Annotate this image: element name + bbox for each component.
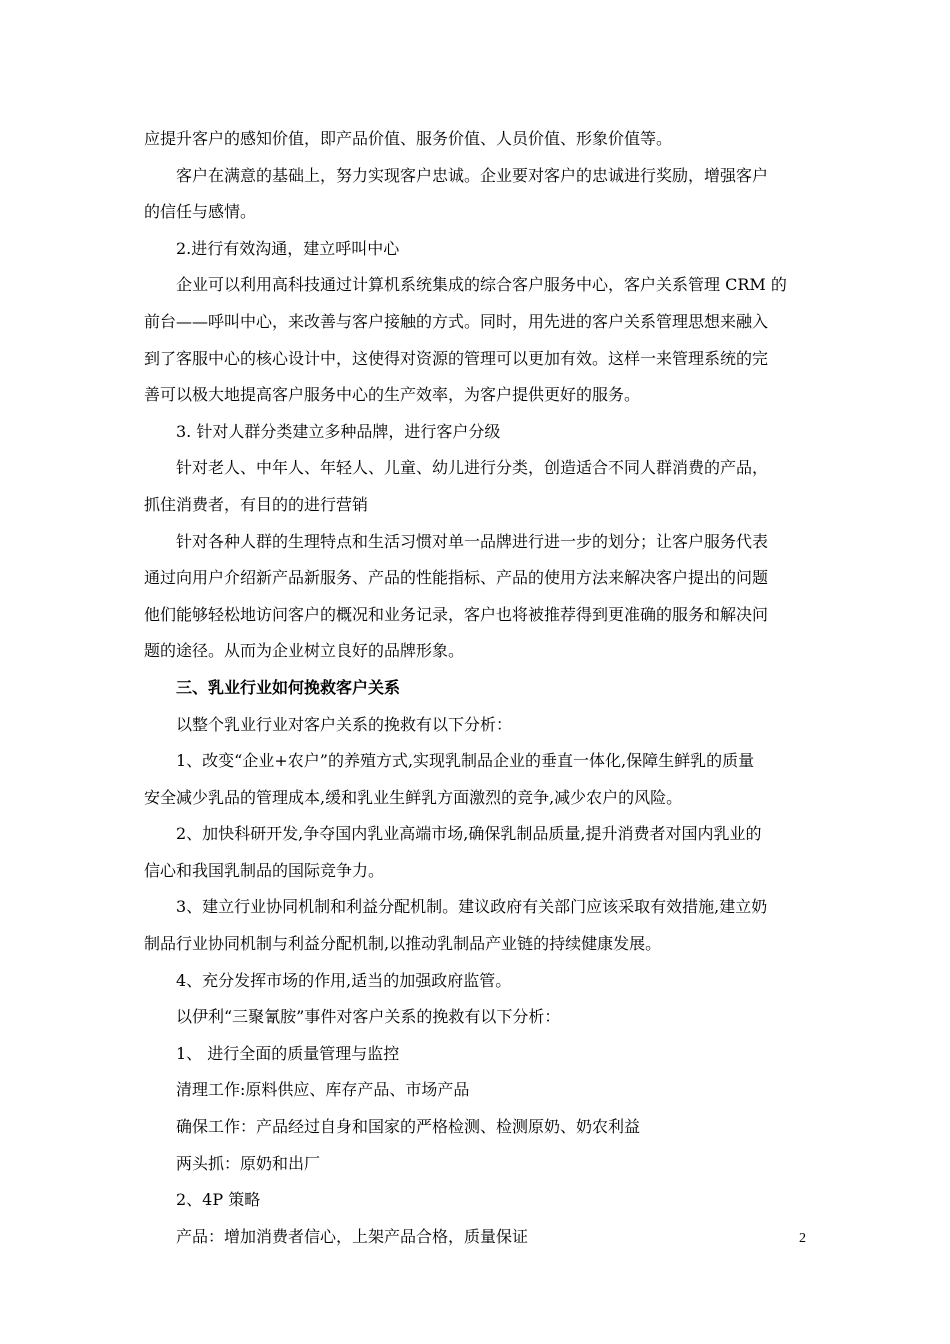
text-line: 企业可以利用高科技通过计算机系统集成的综合客户服务中心，客户关系管理 CRM 的 — [176, 275, 787, 295]
text-line: 安全减少乳品的管理成本,缓和乳业生鲜乳方面激烈的竞争,减少农户的风险。 — [144, 787, 683, 807]
text-line: 抓住消费者，有目的的进行营销 — [144, 494, 369, 514]
section-heading: 3. 针对人群分类建立多种品牌，进行客户分级 — [176, 421, 501, 441]
list-item: 1、改变“企业+农户”的养殖方式,实现乳制品企业的垂直一体化,保障生鲜乳的质量 — [176, 751, 755, 771]
text-line: 针对老人、中年人、年轻人、儿童、幼儿进行分类，创造适合不同人群消费的产品， — [176, 458, 769, 478]
text-line: 两头抓：原奶和出厂 — [176, 1153, 321, 1173]
text-line: 清理工作:原料供应、库存产品、市场产品 — [176, 1080, 470, 1100]
text-line: 应提升客户的感知价值，即产品价值、服务价值、人员价值、形象价值等。 — [144, 129, 673, 148]
text-line: 通过向用户介绍新产品新服务、产品的性能指标、产品的使用方法来解决客户提出的问题 — [144, 568, 769, 588]
text-line: 的信任与感情。 — [144, 202, 257, 222]
text-line: 善可以极大地提高客户服务中心的生产效率，为客户提供更好的服务。 — [144, 385, 641, 405]
text-line: 确保工作：产品经过自身和国家的严格检测、检测原奶、奶农利益 — [176, 1117, 641, 1137]
list-item: 2、加快科研开发,争夺国内乳业高端市场,确保乳制品质量,提升消费者对国内乳业的 — [176, 824, 762, 844]
list-item: 3、建立行业协同机制和利益分配机制。建议政府有关部门应该采取有效措施,建立奶 — [176, 897, 768, 917]
document-body — [144, 121, 809, 1255]
chapter-heading: 三、乳业行业如何挽救客户关系 — [176, 677, 401, 697]
page-number: 2 — [799, 1231, 806, 1246]
text-line: 客户在满意的基础上，努力实现客户忠诚。企业要对客户的忠诚进行奖励，增强客户 — [176, 165, 769, 185]
text-line: 前台——呼叫中心，来改善与客户接触的方式。同时，用先进的客户关系管理思想来融入 — [144, 311, 769, 331]
text-line: 题的途径。从而为企业树立良好的品牌形象。 — [144, 641, 465, 661]
list-item: 4、充分发挥市场的作用,适当的加强政府监管。 — [176, 970, 512, 990]
text-line: 针对各种人群的生理特点和生活习惯对单一品牌进行进一步的划分；让客户服务代表 — [176, 531, 769, 551]
text-line: 以伊利“三聚氰胺”事件对客户关系的挽救有以下分析： — [176, 1007, 561, 1027]
text-line: 信心和我国乳制品的国际竞争力。 — [144, 860, 385, 880]
list-item: 1、 进行全面的质量管理与监控 — [176, 1043, 400, 1063]
text-line: 以整个乳业行业对客户关系的挽救有以下分析： — [176, 714, 513, 734]
text-line: 制品行业协同机制与利益分配机制,以推动乳制品产业链的持续健康发展。 — [144, 934, 662, 954]
section-heading: 2.进行有效沟通，建立呼叫中心 — [176, 238, 400, 258]
text-line: 他们能够轻松地访问客户的概况和业务记录，客户也将被推荐得到更准确的服务和解决问 — [144, 604, 769, 624]
text-line: 产品：增加消费者信心，上架产品合格，质量保证 — [176, 1226, 529, 1246]
list-item: 2、4P 策略 — [176, 1190, 261, 1210]
text-line: 到了客服中心的核心设计中，这使得对资源的管理可以更加有效。这样一来管理系统的完 — [144, 348, 769, 368]
